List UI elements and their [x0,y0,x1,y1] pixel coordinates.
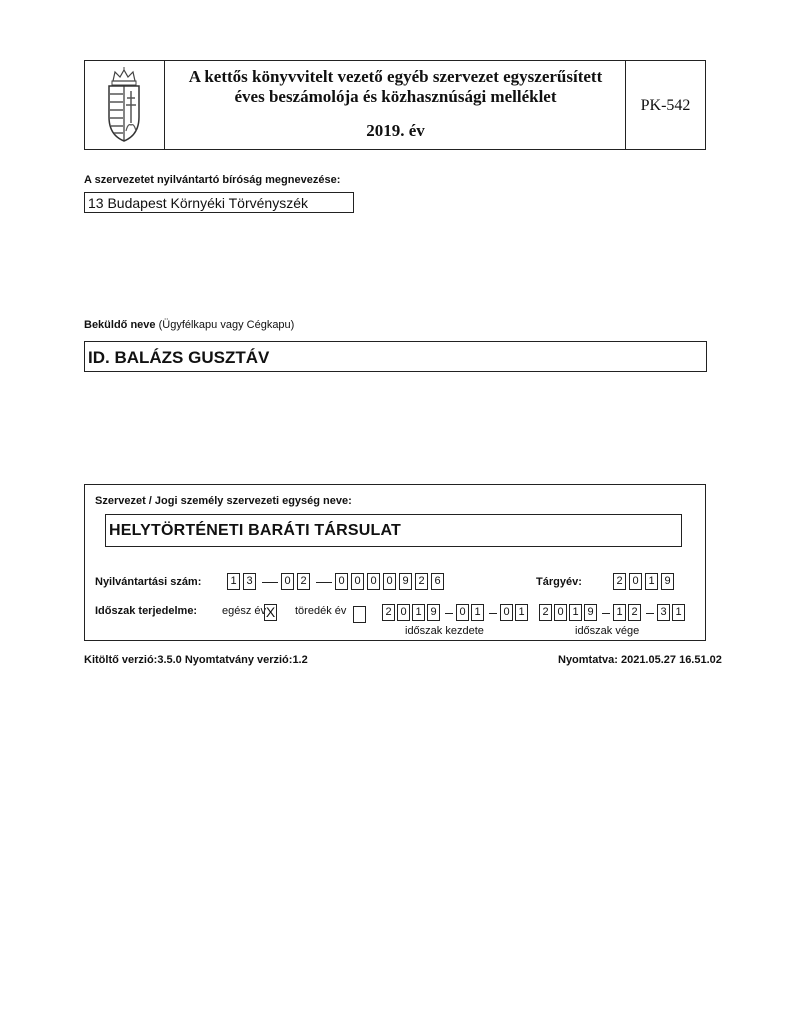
digit-box[interactable]: 1 [412,604,425,621]
digit-box[interactable]: 1 [515,604,528,621]
digit-box[interactable]: 0 [500,604,513,621]
sender-label [84,319,294,331]
period-start-caption: időszak kezdete [405,625,484,637]
digit-box[interactable]: 0 [397,604,410,621]
period-start-date[interactable] [382,604,524,624]
digit-box[interactable]: 9 [584,604,597,621]
separator-dash [316,582,332,583]
registration-label: Nyilvántartási szám: [95,576,202,588]
separator-dash [489,613,497,614]
digit-box[interactable]: 0 [367,573,380,590]
whole-year-label: egész év [222,605,267,617]
form-title-line1: A kettős könyvvitelt vezető egyéb szervezet egyszerűsített [188,67,603,86]
digit-box[interactable]: 0 [456,604,469,621]
digit-box[interactable]: 3 [243,573,256,590]
form-title-line2: éves beszámolója és közhasznúsági melléklet [234,87,557,106]
digit-box[interactable]: 9 [399,573,412,590]
digit-box[interactable]: 2 [539,604,552,621]
partial-year-label: töredék év [295,605,347,617]
period-end-date[interactable] [539,604,681,624]
form-header [84,60,706,150]
digit-box[interactable]: 0 [351,573,364,590]
separator-dash [602,613,610,614]
sender-label-text: Beküldő neve [84,319,156,331]
title-cell [165,61,626,149]
digit-box[interactable]: 1 [672,604,685,621]
digit-box[interactable]: 2 [297,573,310,590]
period-end-caption: időszak vége [575,625,640,637]
digit-box[interactable]: 1 [613,604,626,621]
court-field[interactable]: 13 Budapest Környéki Törvényszék [84,192,354,213]
subject-year-label: Tárgyév: [536,576,582,588]
organization-panel [84,484,706,641]
digit-box[interactable]: 2 [613,573,626,590]
digit-box[interactable]: 2 [415,573,428,590]
crest-cell [85,61,165,149]
digit-box[interactable]: 6 [431,573,444,590]
printed-timestamp: Nyomtatva: 2021.05.27 16.51.02 [558,654,722,666]
organization-name-field[interactable]: HELYTÖRTÉNETI BARÁTI TÁRSULAT [105,514,682,547]
sender-field[interactable]: ID. BALÁZS GUSZTÁV [84,341,707,372]
digit-box[interactable]: 2 [382,604,395,621]
separator-dash [445,613,453,614]
digit-box[interactable]: 9 [661,573,674,590]
digit-box[interactable]: 0 [554,604,567,621]
digit-box[interactable]: 1 [645,573,658,590]
version-info: Kitöltő verzió:3.5.0 Nyomtatvány verzió:1.2 [84,654,308,666]
form-code: PK-542 [640,97,691,114]
whole-year-checkbox[interactable]: X [265,604,276,620]
digit-box[interactable]: 0 [335,573,348,590]
digit-box[interactable]: 0 [383,573,396,590]
organization-label: Szervezet / Jogi személy szervezeti egység neve: [95,495,352,507]
registration-number[interactable] [227,573,467,593]
subject-year[interactable] [613,573,693,593]
digit-box[interactable]: 1 [227,573,240,590]
coat-of-arms-icon [99,67,149,143]
digit-box[interactable]: 1 [471,604,484,621]
digit-box[interactable]: 3 [657,604,670,621]
digit-box[interactable]: 2 [628,604,641,621]
digit-box[interactable]: 1 [569,604,582,621]
court-label: A szervezetet nyilvántartó bíróság megnevezése: [84,174,341,186]
separator-dash [646,613,654,614]
digit-box[interactable]: 0 [281,573,294,590]
form-code-cell [626,61,705,149]
sender-label-note: (Ügyfélkapu vagy Cégkapu) [158,319,295,331]
period-label: Időszak terjedelme: [95,605,198,617]
digit-box[interactable]: 9 [427,604,440,621]
partial-year-checkbox[interactable] [353,606,366,623]
digit-box[interactable]: 0 [629,573,642,590]
separator-dash [262,582,278,583]
form-year: 2019. év [366,121,425,140]
